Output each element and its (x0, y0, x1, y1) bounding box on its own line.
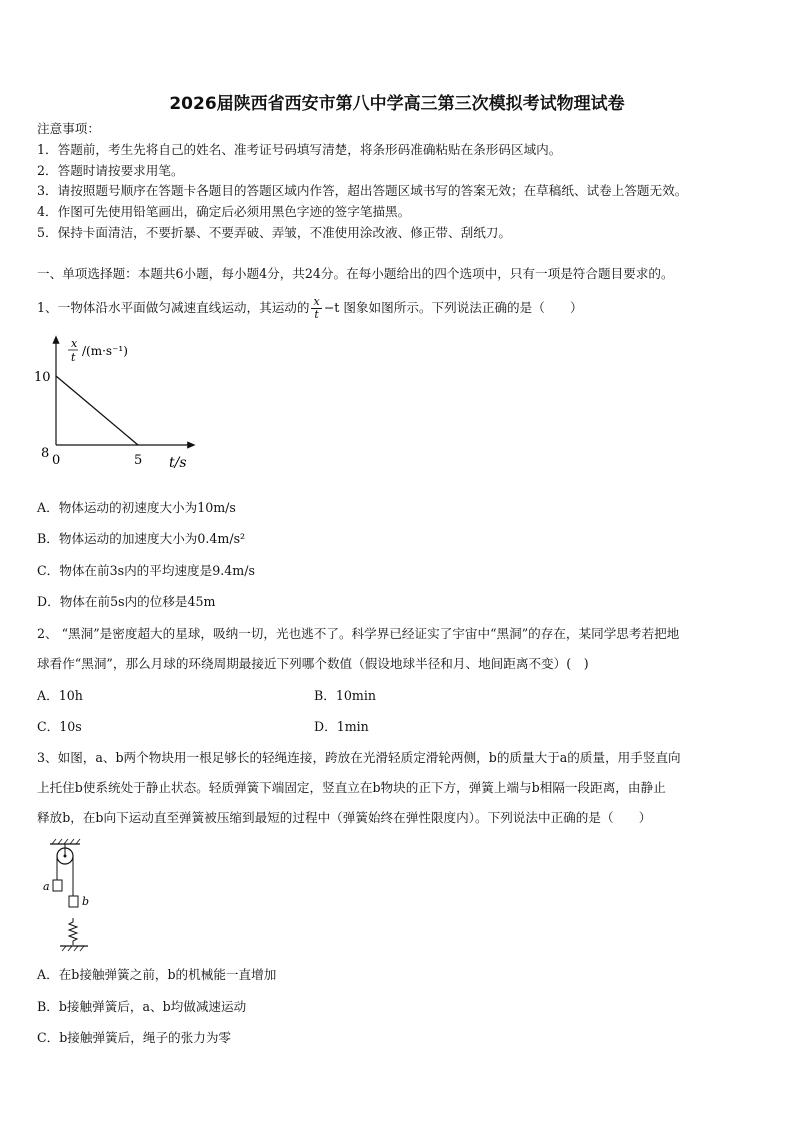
q3-pulley-figure (38, 838, 98, 956)
q1-fraction: $\frac{x}{t}$ (313, 295, 320, 321)
q2-option-c: C．10s (37, 719, 82, 734)
q1-option-a: A．物体运动的初速度大小为10m/s (37, 500, 236, 515)
x-axis-label: t/s (169, 455, 187, 471)
q1-stem-post: −t 图象如图所示。下列说法正确的是（ ） (323, 300, 583, 315)
q3-option-a: A．在b接触弹簧之前，b的机械能一直增加 (37, 967, 277, 982)
q1-stem-pre: 1、一物体沿水平面做匀减速直线运动，其运动的 (37, 300, 310, 315)
q2-option-b: B．10min (314, 688, 376, 703)
q2-stem-line-2: 球看作“黑洞”，那么月球的环绕周期最接近下列哪个数值（假设地球半径和月、地间距离不变）( ) (37, 656, 589, 671)
q1-option-d: D．物体在前5s内的位移是45m (37, 594, 216, 609)
block-b (69, 896, 78, 907)
label-b: b (82, 895, 90, 908)
x-tick-0: 0 (52, 453, 61, 468)
q2-option-a: A．10h (37, 688, 83, 703)
notice-item-1: 1．答题前，考生先将自己的姓名、准考证号码填写清楚，将条形码准确粘贴在条形码区域内。 (37, 142, 562, 157)
q2-stem-line-1: 2、 “黑洞”是密度超大的星球，吸纳一切，光也逃不了。科学界已经证实了宇宙中“黑洞”的存在，某同学思考若把地 (37, 626, 680, 641)
q1-option-b: B．物体运动的加速度大小为0.4m/s² (37, 531, 246, 546)
y-tick-10: 10 (34, 370, 51, 385)
data-line (56, 376, 138, 445)
y-tick-8: 8 (41, 446, 50, 461)
ground-hatch (62, 946, 84, 951)
notice-item-3: 3．请按照题号顺序在答题卡各题目的答题区域内作答，超出答题区域书写的答案无效；在草稿纸、试卷上答题无效。 (37, 183, 688, 198)
ceiling-hatch (52, 839, 80, 844)
section-heading: 一、单项选择题：本题共6小题，每小题4分，共24分。在每小题给出的四个选项中，只有一项是符合题目要求的。 (37, 266, 674, 281)
notice-item-2: 2．答题时请按要求用笔。 (37, 163, 184, 178)
q2-option-d: D．1min (314, 719, 369, 734)
svg-text:x: x (71, 337, 78, 350)
q3-stem-line-3: 释放b，在b向下运动直至弹簧被压缩到最短的过程中（弹簧始终在弹性限度内）。下列说法中正确的是（ ） (37, 810, 652, 825)
label-a: a (43, 880, 50, 893)
q3-stem-line-1: 3、如图，a、b两个物块用一根足够长的轻绳连接，跨放在光滑轻质定滑轮两侧，b的质量大于a的质量，用手竖直向 (37, 750, 681, 765)
q1-stem (37, 296, 583, 321)
spring (69, 918, 77, 945)
block-a (53, 880, 62, 891)
notice-heading: 注意事项： (37, 121, 100, 136)
q3-stem-line-2: 上托住b使系统处于静止状态。轻质弹簧下端固定，竖直立在b物块的正下方，弹簧上端与b相隔一段距离，由静止 (37, 780, 666, 795)
q1-option-c: C．物体在前3s内的平均速度是9.4m/s (37, 563, 255, 578)
x-tick-5: 5 (134, 453, 143, 468)
notice-item-5: 5．保持卡面清洁，不要折暴、不要弄破、弄皱，不准使用涂改液、修正带、刮纸刀。 (37, 225, 511, 240)
q3-option-c: C．b接触弹簧后，绳子的张力为零 (37, 1030, 232, 1045)
svg-text:/(m·s⁻¹): /(m·s⁻¹) (82, 344, 128, 358)
q1-graph (30, 333, 200, 471)
y-axis-label (68, 337, 128, 364)
notice-item-4: 4．作图可先使用铅笔画出，确定后必须用黑色字迹的签字笔描黑。 (37, 204, 411, 219)
page-title: 2026届陕西省西安市第八中学高三第三次模拟考试物理试卷 (169, 94, 625, 114)
svg-text:t: t (71, 351, 76, 364)
q3-option-b: B．b接触弹簧后，a、b均做减速运动 (37, 999, 247, 1014)
